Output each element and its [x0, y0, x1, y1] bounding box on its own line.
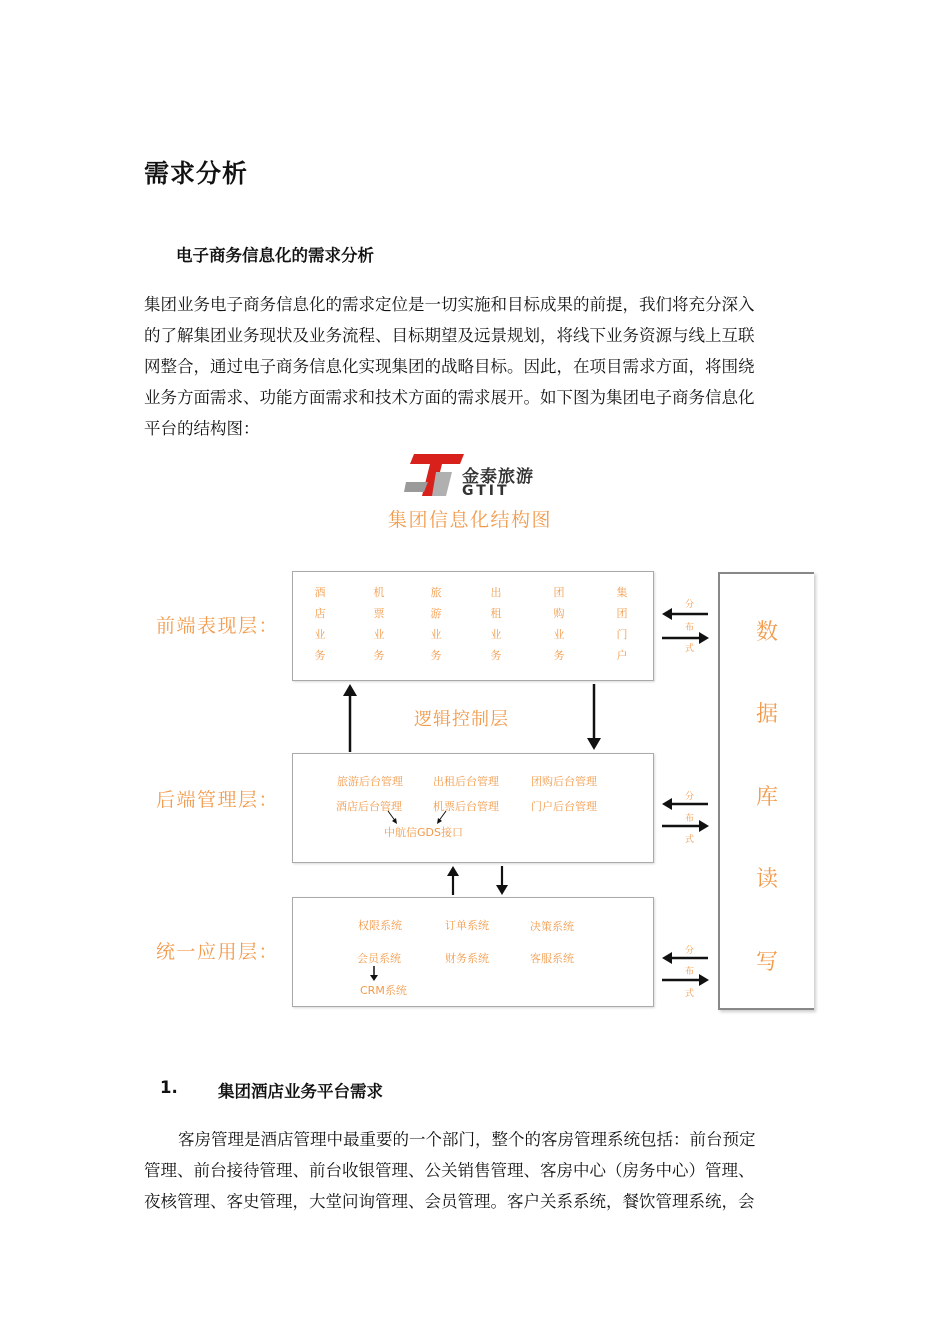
company-logo-icon	[404, 452, 466, 498]
back-item: 旅游后台管理	[337, 775, 403, 788]
front-item-flight: 机 票 业 务	[373, 586, 385, 662]
front-layer-box	[292, 571, 654, 681]
db-char: 读	[755, 867, 778, 892]
dist-char: 式	[685, 644, 695, 654]
section1-line: 管理、前台接待管理、前台收银管理、公关销售管理、客房中心（房务中心）管理、	[144, 1161, 755, 1180]
section1-line: 客房管理是酒店管理中最重要的一个部门，整个的客房管理系统包括：前台预定	[178, 1130, 756, 1149]
logic-layer-label: 逻辑控制层	[414, 709, 509, 730]
app-item: 权限系统	[358, 919, 402, 932]
intro-paragraph	[144, 289, 809, 444]
dist-char: 式	[685, 989, 695, 999]
back-item: 团购后台管理	[531, 775, 597, 788]
dist-char: 布	[685, 814, 695, 824]
app-layer-label: 统一应用层：	[156, 941, 280, 963]
front-item-travel: 旅 游 业 务	[430, 586, 442, 662]
arrow-down-icon	[492, 866, 512, 896]
app-item: 客服系统	[530, 952, 574, 965]
intro-line: 网整合，通过电子商务信息化实现集团的战略目标。因此，在项目需求方面，将围绕	[144, 357, 755, 376]
app-item: 决策系统	[530, 920, 574, 933]
dist-char: 式	[685, 835, 695, 845]
arrow-down-icon	[368, 966, 380, 982]
section1-line: 夜核管理、客史管理，大堂问询管理、会员管理。客户关系系统，餐饮管理系统，会	[144, 1192, 755, 1211]
arrow-down-icon	[582, 684, 606, 752]
db-char: 库	[755, 785, 778, 810]
front-item-hotel: 酒 店 业 务	[314, 586, 326, 662]
logo-chinese-name: 金泰旅游	[462, 467, 534, 487]
back-layer-label: 后端管理层：	[156, 789, 280, 811]
crm-system: CRM系统	[360, 984, 407, 997]
front-item-portal: 集 团 门 户	[616, 586, 628, 662]
diagram-title: 集团信息化结构图	[388, 509, 553, 531]
dist-char: 分	[685, 946, 695, 956]
intro-line: 的了解集团业务现状及业务流程、目标期望及远景规划，将线下业务资源与线上互联	[144, 326, 755, 345]
arrow-up-icon	[443, 866, 463, 896]
intro-line: 集团业务电子商务信息化的需求定位是一切实施和目标成果的前提，我们将充分深入	[144, 295, 755, 314]
app-item: 财务系统	[445, 952, 489, 965]
back-item: 出租后台管理	[433, 775, 499, 788]
dist-char: 布	[685, 623, 695, 633]
section-subheading: 电子商务信息化的需求分析	[176, 246, 374, 265]
dist-char: 布	[685, 967, 695, 977]
back-item: 酒店后台管理	[336, 800, 402, 813]
db-char: 写	[755, 950, 778, 975]
back-item: 机票后台管理	[433, 800, 499, 813]
back-item: 门户后台管理	[531, 800, 597, 813]
db-char: 据	[755, 702, 778, 727]
app-item: 订单系统	[445, 919, 489, 932]
section1-paragraph	[144, 1124, 809, 1217]
intro-line: 平台的结构图：	[144, 419, 260, 438]
dist-char: 分	[685, 600, 695, 610]
db-char: 数	[755, 620, 778, 645]
front-item-taxi: 出 租 业 务	[490, 586, 502, 662]
app-item: 会员系统	[357, 952, 401, 965]
dist-char: 分	[685, 792, 695, 802]
front-item-groupbuy: 团 购 业 务	[553, 586, 565, 662]
page-title: 需求分析	[144, 159, 249, 188]
logo-english-name: GTIT	[462, 483, 510, 499]
gds-interface: 中航信GDS接口	[384, 826, 463, 839]
section-title: 集团酒店业务平台需求	[218, 1082, 383, 1101]
intro-line: 业务方面需求、功能方面需求和技术方面的需求展开。如下图为集团电子商务信息化	[144, 388, 755, 407]
front-layer-label: 前端表现层：	[156, 615, 280, 637]
section-number: 1.	[160, 1078, 178, 1097]
arrow-up-icon	[338, 684, 362, 754]
